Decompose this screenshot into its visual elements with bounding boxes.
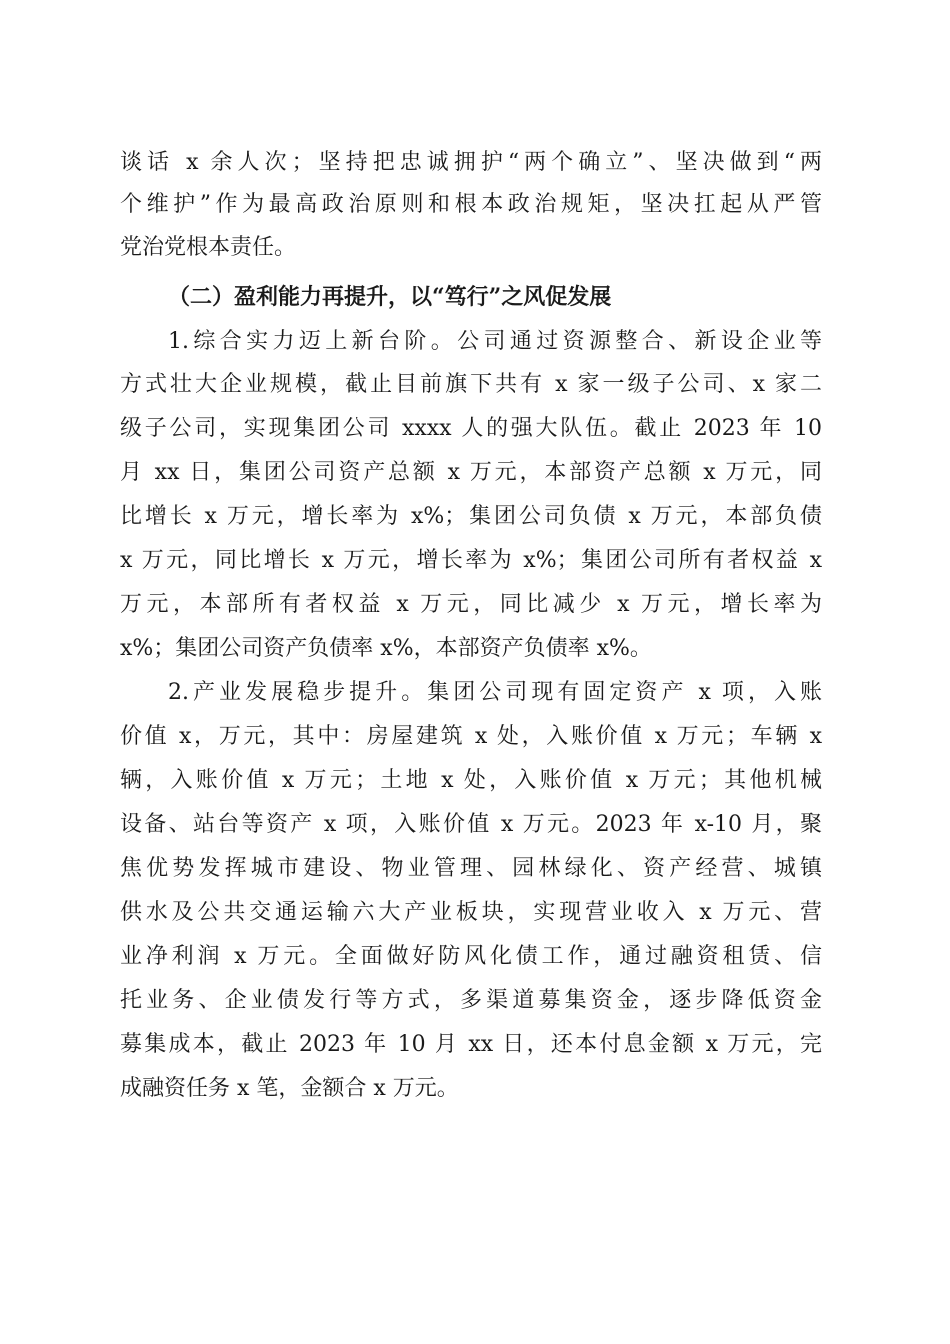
- text-line: 托业务、企业债发行等方式，多渠道募集资金，逐步降低资金: [120, 988, 822, 1013]
- text-line: 1.综合实力迈上新台阶。公司通过资源整合、新设企业等: [168, 329, 822, 354]
- text-line: 设备、站台等资产 x 项，入账价值 x 万元。2023 年 x-10 月，聚: [120, 812, 822, 837]
- text-line: 2.产业发展稳步提升。集团公司现有固定资产 x 项，入账: [168, 680, 822, 705]
- text-line: 月 xx 日，集团公司资产总额 x 万元，本部资产总额 x 万元，同: [120, 460, 822, 485]
- text-line: 募集成本，截止 2023 年 10 月 xx 日，还本付息金额 x 万元，完: [120, 1032, 822, 1057]
- text-line: 业净利润 x 万元。全面做好防风化债工作，通过融资租赁、信: [120, 944, 822, 969]
- text-line: 焦优势发挥城市建设、物业管理、园林绿化、资产经营、城镇: [120, 856, 822, 881]
- text-line: 个维护”作为最高政治原则和根本政治规矩，坚决扛起从严管: [120, 192, 822, 217]
- text-line: x%；集团公司资产负债率 x%，本部资产负债率 x%。: [120, 636, 652, 661]
- text-line: 价值 x，万元，其中：房屋建筑 x 处，入账价值 x 万元；车辆 x: [120, 724, 822, 749]
- text-line: 比增长 x 万元，增长率为 x%；集团公司负债 x 万元，本部负债: [120, 504, 822, 529]
- text-line: 党治党根本责任。: [120, 235, 297, 260]
- text-line: x 万元，同比增长 x 万元，增长率为 x%；集团公司所有者权益 x: [120, 548, 822, 573]
- text-line: 方式壮大企业规模，截止目前旗下共有 x 家一级子公司、x 家二: [120, 372, 822, 397]
- text-line: 辆，入账价值 x 万元；土地 x 处，入账价值 x 万元；其他机械: [120, 768, 822, 793]
- section-heading: （二）盈利能力再提升，以“笃行”之风促发展: [168, 284, 612, 310]
- text-line: 万元，本部所有者权益 x 万元，同比减少 x 万元，增长率为: [120, 592, 822, 617]
- text-line: 成融资任务 x 笔，金额合 x 万元。: [120, 1076, 459, 1101]
- text-line: 谈话 x 余人次；坚持把忠诚拥护“两个确立”、坚决做到“两: [120, 150, 822, 175]
- text-line: 供水及公共交通运输六大产业板块，实现营业收入 x 万元、营: [120, 900, 822, 925]
- text-line: 级子公司，实现集团公司 xxxx 人的强大队伍。截止 2023 年 10: [120, 416, 822, 441]
